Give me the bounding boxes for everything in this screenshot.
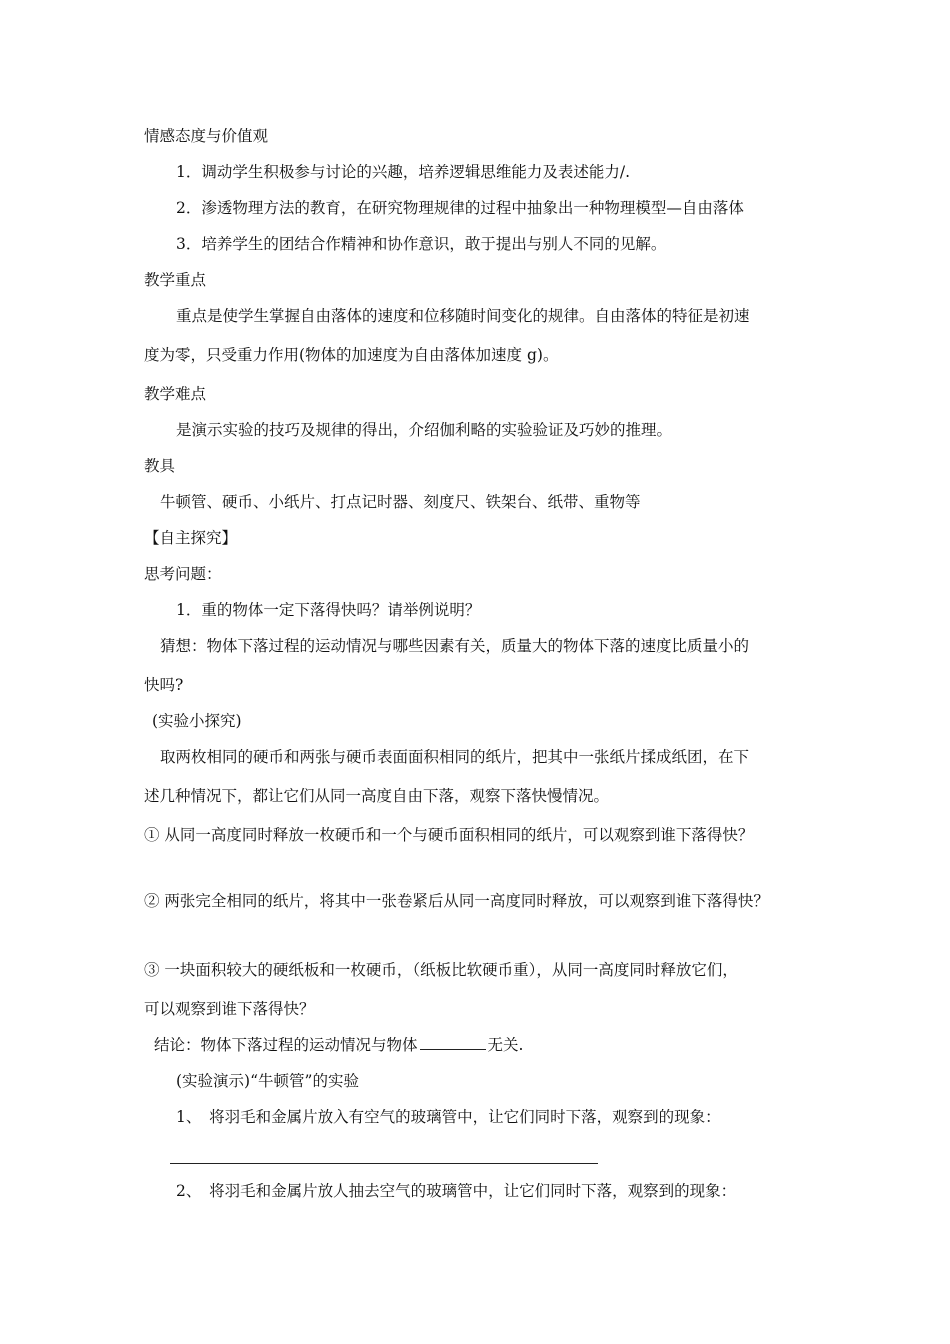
emotion-item-3: 3．培养学生的团结合作精神和协作意识，敢于提出与别人不同的见解。 xyxy=(176,235,667,253)
demo-experiment-label: (实验演示)“牛顿管”的实验 xyxy=(176,1072,359,1090)
heading-emotion: 情感态度与价值观 xyxy=(144,127,269,145)
demo-step-2: 2、 将羽毛和金属片放人抽去空气的玻璃管中，让它们同时下落，观察到的现象： xyxy=(176,1182,737,1200)
key-points-line-1: 重点是使学生掌握自由落体的速度和位移随时间变化的规律。自由落体的特征是初速 xyxy=(176,307,750,325)
difficult-points-line: 是演示实验的技巧及规律的得出，介绍伽利略的实验验证及巧妙的推理。 xyxy=(176,421,673,439)
think-question-label: 思考问题： xyxy=(144,565,222,583)
heading-difficult-points: 教学难点 xyxy=(144,385,207,403)
heading-key-points: 教学重点 xyxy=(144,271,207,289)
case-3-line-2: 可以观察到谁下落得快？ xyxy=(144,1000,315,1018)
answer-line-1[interactable] xyxy=(170,1163,598,1164)
conclusion xyxy=(154,1035,523,1055)
key-points-line-2: 度为零，只受重力作用(物体的加速度为自由落体加速度 g)。 xyxy=(144,346,559,364)
tools-line: 牛顿管、硬币、小纸片、打点记时器、刻度尺、铁架台、纸带、重物等 xyxy=(160,493,641,511)
guess-line-2: 快吗? xyxy=(144,676,184,694)
demo-step-1: 1、 将羽毛和金属片放入有空气的玻璃管中，让它们同时下落，观察到的现象： xyxy=(176,1108,721,1126)
procedure-line-1: 取两枚相同的硬币和两张与硬币表面面积相同的纸片，把其中一张纸片揉成纸团，在下 xyxy=(160,748,750,766)
case-1: ① 从同一高度同时释放一枚硬币和一个与硬币面积相同的纸片，可以观察到谁下落得快？ xyxy=(144,826,754,844)
procedure-line-2: 述几种情况下，都让它们从同一高度自由下落，观察下落快慢情况。 xyxy=(144,787,610,805)
emotion-item-1: 1．调动学生积极参与讨论的兴趣，培养逻辑思维能力及表述能力/. xyxy=(176,163,631,181)
conclusion-text-end: 无关. xyxy=(487,1036,524,1054)
heading-tools: 教具 xyxy=(144,457,176,475)
guess-line-1: 猜想：物体下落过程的运动情况与哪些因素有关，质量大的物体下落的速度比质量小的 xyxy=(160,637,750,655)
small-experiment-label: (实验小探究) xyxy=(152,712,242,730)
question-1: 1．重的物体一定下落得快吗？请举例说明？ xyxy=(176,601,481,619)
case-3-line-1: ③ 一块面积较大的硬纸板和一枚硬币，（纸板比软硬币重），从同一高度同时释放它们， xyxy=(144,961,738,979)
conclusion-text-start: 结论：物体下落过程的运动情况与物体 xyxy=(154,1036,418,1054)
case-2: ② 两张完全相同的纸片，将其中一张卷紧后从同一高度同时释放，可以观察到谁下落得快？ xyxy=(144,892,769,910)
emotion-item-2: 2．渗透物理方法的教育，在研究物理规律的过程中抽象出一种物理模型—自由落体 xyxy=(176,199,744,217)
conclusion-blank[interactable] xyxy=(420,1035,486,1050)
heading-self-explore: 【自主探究】 xyxy=(144,529,238,547)
